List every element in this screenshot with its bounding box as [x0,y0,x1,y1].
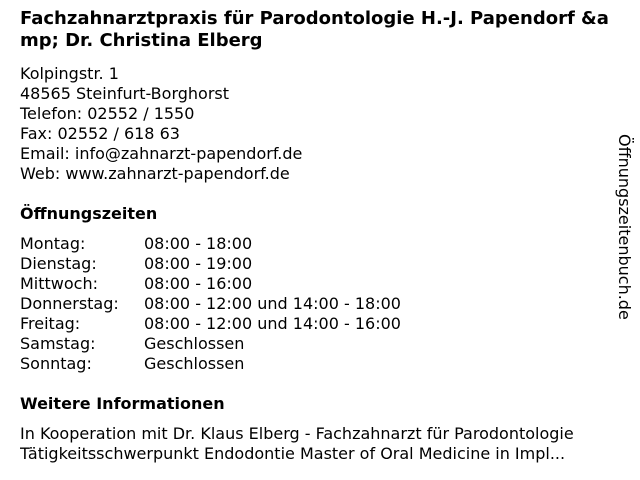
hours-row [20,234,401,254]
time-value: 08:00 - 19:00 [144,254,253,273]
time-value: 08:00 - 12:00 und 14:00 - 18:00 [144,294,401,313]
hours-heading: Öffnungszeiten [20,204,158,223]
time-value: 08:00 - 16:00 [144,274,253,293]
hours-row [20,334,401,354]
day-label: Freitag: [20,314,81,333]
fax-text: Fax: 02552 / 618 63 [20,124,180,143]
day-label: Donnerstag: [20,294,119,313]
info-line: In Kooperation mit Dr. Klaus Elberg - Fachzahnarzt für Parodontologie [20,424,574,443]
site-watermark: Öffnungszeitenbuch.de [615,134,634,320]
time-value: 08:00 - 18:00 [144,234,253,253]
address-block [20,64,302,184]
day-label: Sonntag: [20,354,92,373]
city-text: 48565 Steinfurt-Borghorst [20,84,230,103]
hours-row [20,254,401,274]
hours-row [20,314,401,334]
page-title: Fachzahnarztpraxis für Parodontologie H.-J. Papendorf &amp; Dr. Christina Elberg [20,8,609,51]
email-text: Email: info@zahnarzt-papendorf.de [20,144,303,163]
hours-row [20,274,401,294]
opening-hours-table [20,234,401,374]
street-text: Kolpingstr. 1 [20,64,119,83]
info-heading: Weitere Informationen [20,394,225,413]
time-value: 08:00 - 12:00 und 14:00 - 16:00 [144,314,401,333]
hours-row [20,354,401,374]
day-label: Montag: [20,234,86,253]
phone-text: Telefon: 02552 / 1550 [20,104,195,123]
time-value: Geschlossen [144,354,245,373]
day-label: Dienstag: [20,254,97,273]
day-label: Mittwoch: [20,274,98,293]
time-value: Geschlossen [144,334,245,353]
hours-row [20,294,401,314]
day-label: Samstag: [20,334,96,353]
info-line: Tätigkeitsschwerpunkt Endodontie Master of Oral Medicine in Impl... [20,444,566,463]
web-text: Web: www.zahnarzt-papendorf.de [20,164,290,183]
info-block [20,424,624,464]
